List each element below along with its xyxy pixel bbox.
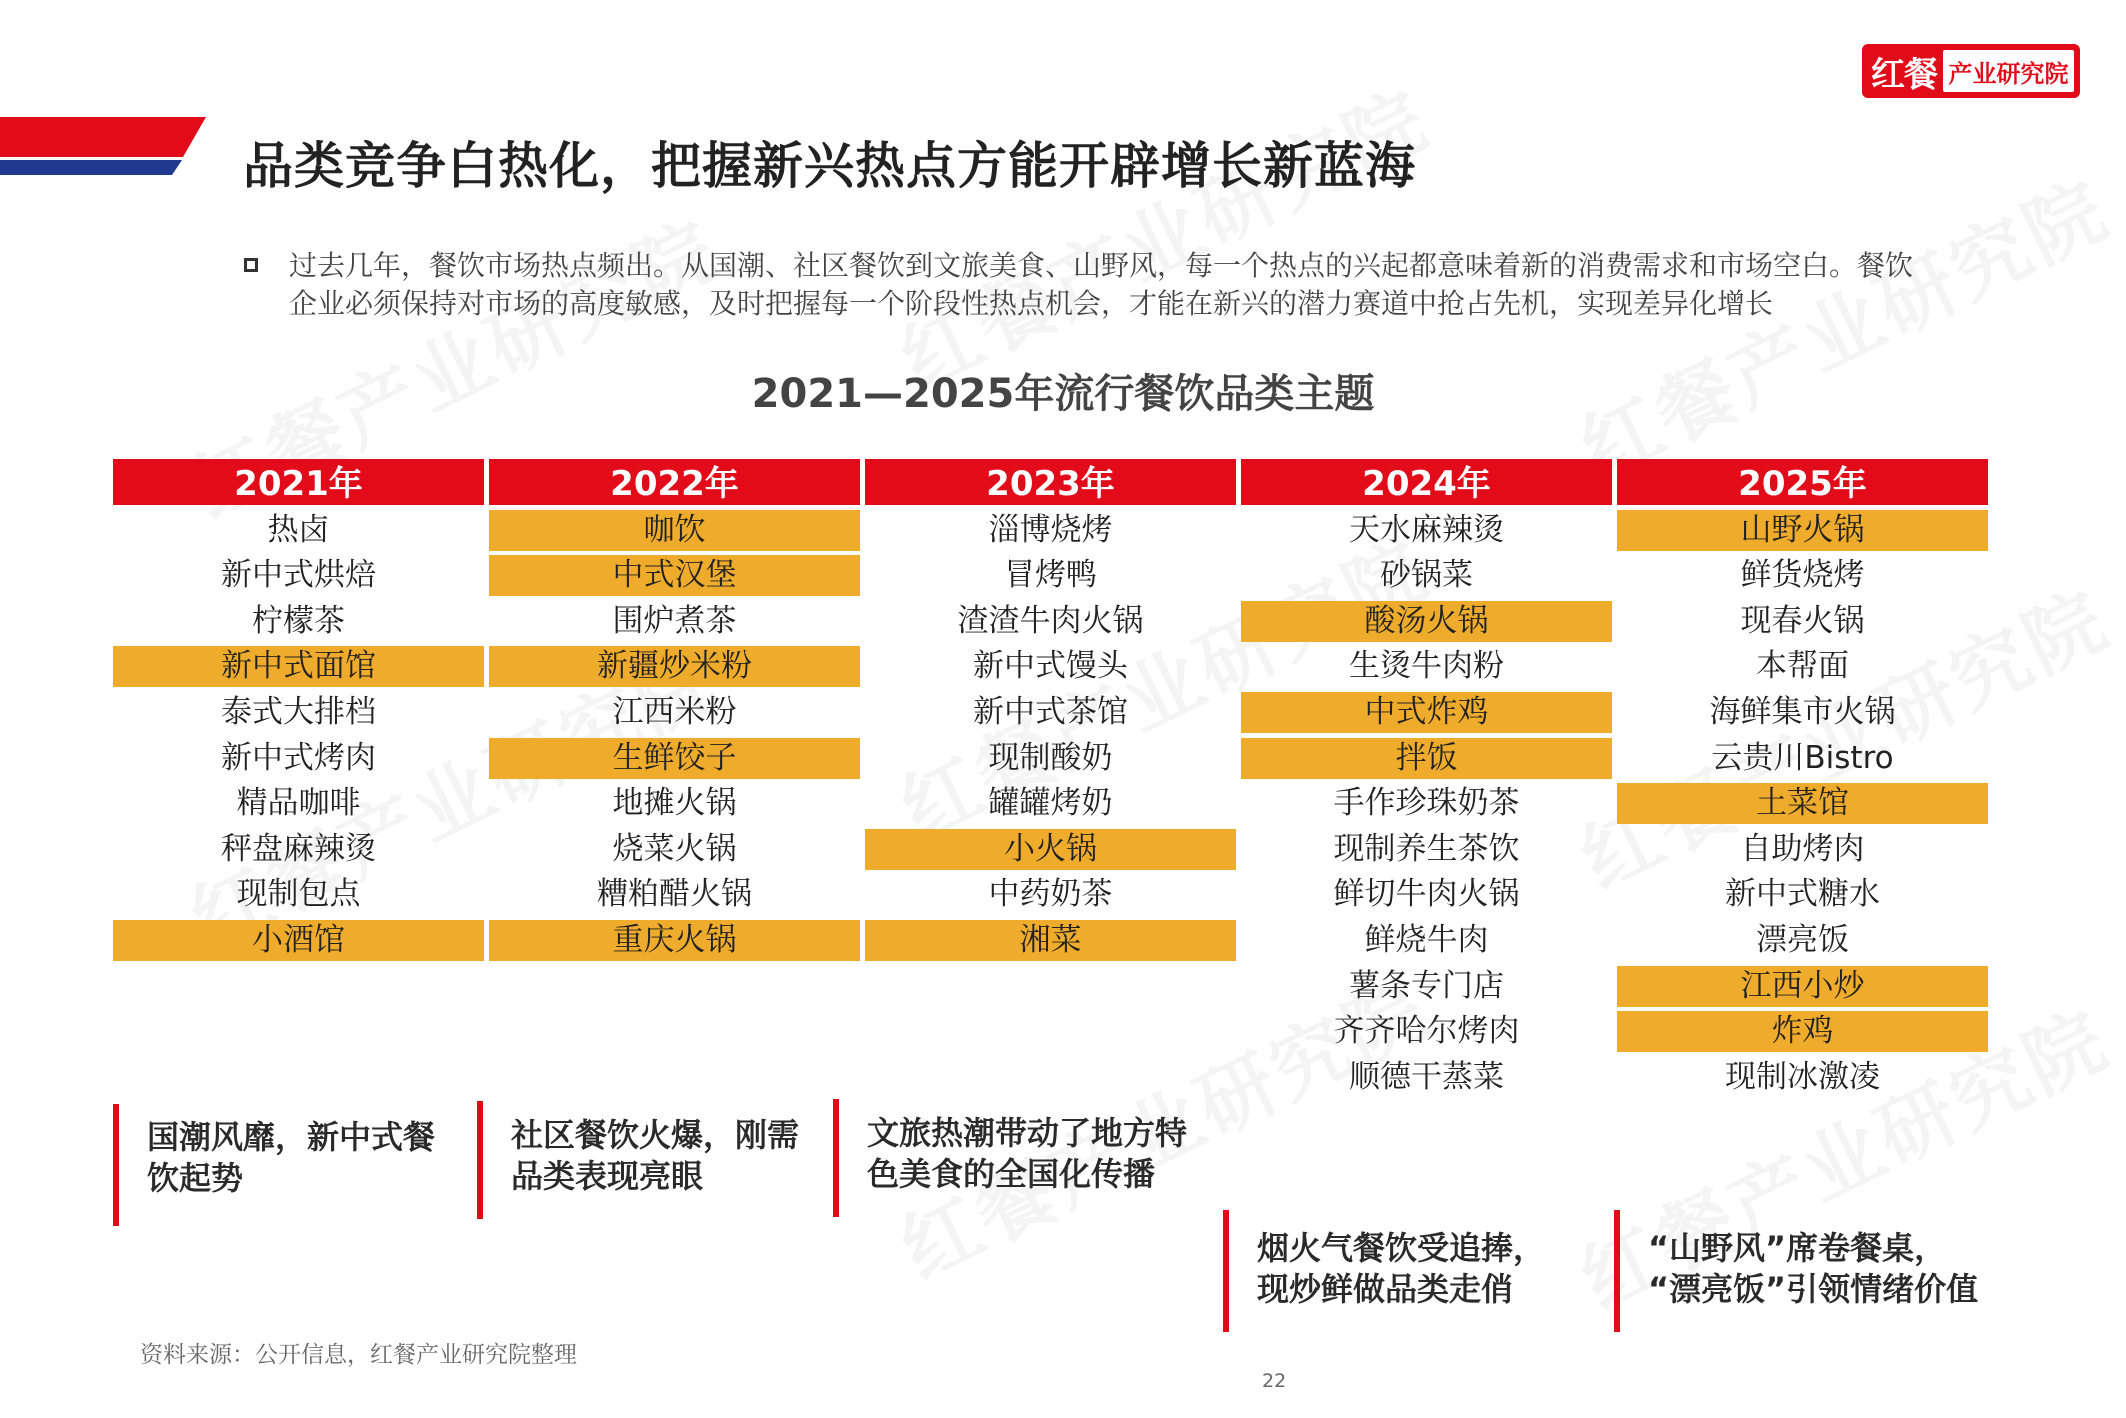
year-column bbox=[113, 459, 484, 961]
year-column bbox=[1617, 459, 1988, 1098]
category-cell: 天水麻辣烫 bbox=[1349, 511, 1504, 548]
note-line: 品类表现亮眼 bbox=[511, 1157, 704, 1195]
category-cell: 生烫牛肉粉 bbox=[1349, 648, 1504, 685]
category-cell-highlighted: 生鲜饺子 bbox=[489, 738, 860, 779]
category-cell: 顺德干蒸菜 bbox=[1349, 1058, 1504, 1095]
note-2025 bbox=[1614, 1210, 1978, 1332]
note-line: 现炒鲜做品类走俏 bbox=[1257, 1270, 1514, 1308]
page-number: 22 bbox=[1262, 1370, 1287, 1392]
year-header: 2024年 bbox=[1241, 459, 1612, 505]
category-cell: 鲜烧牛肉 bbox=[1364, 921, 1489, 958]
note-line: “漂亮饭”引领情绪价值 bbox=[1648, 1270, 1979, 1308]
category-cell: 罐罐烤奶 bbox=[988, 785, 1113, 822]
category-cell-highlighted: 小火锅 bbox=[865, 829, 1236, 870]
category-cell: 新中式馒头 bbox=[973, 648, 1128, 685]
category-cell: 淄博烧烤 bbox=[988, 511, 1113, 548]
category-cell: 秤盘麻辣烫 bbox=[221, 830, 376, 867]
category-cell-highlighted: 新疆炒米粉 bbox=[489, 646, 860, 687]
category-cell-highlighted: 中式炸鸡 bbox=[1241, 692, 1612, 733]
category-cell: 现制冰激凌 bbox=[1725, 1058, 1880, 1095]
note-line: 社区餐饮火爆，刚需 bbox=[511, 1116, 800, 1154]
square-bullet-icon bbox=[244, 258, 258, 272]
watermark bbox=[880, 58, 1445, 410]
category-cell: 冒烤鸭 bbox=[1004, 557, 1097, 594]
table-title: 2021—2025年流行餐饮品类主题 bbox=[751, 371, 1375, 417]
category-cell-highlighted: 拌饭 bbox=[1241, 738, 1612, 779]
category-cell: 现制酸奶 bbox=[988, 739, 1113, 776]
year-header: 2022年 bbox=[489, 459, 860, 505]
note-line: 饮起势 bbox=[147, 1159, 244, 1197]
page-title: 品类竞争白热化，把握新兴热点方能开辟增长新蓝海 bbox=[243, 137, 1416, 195]
year-column bbox=[1241, 459, 1612, 1098]
category-cell: 泰式大排档 bbox=[221, 693, 376, 730]
category-cell: 新中式烤肉 bbox=[221, 739, 376, 776]
note-2024 bbox=[1223, 1210, 1545, 1332]
category-cell: 烧菜火锅 bbox=[612, 830, 737, 867]
header-accent-bar bbox=[0, 117, 210, 175]
note-line: 文旅热潮带动了地方特 bbox=[867, 1114, 1188, 1152]
category-cell: 本帮面 bbox=[1756, 648, 1849, 685]
category-cell: 手作珍珠奶茶 bbox=[1333, 785, 1520, 822]
category-cell: 现制包点 bbox=[236, 876, 361, 913]
logo-mark: 红餐 bbox=[1871, 54, 1937, 95]
brand-logo bbox=[1862, 44, 2080, 98]
year-header: 2021年 bbox=[113, 459, 484, 505]
category-cell: 渣渣牛肉火锅 bbox=[957, 602, 1144, 639]
year-column bbox=[865, 459, 1236, 961]
category-cell-highlighted: 咖饮 bbox=[489, 510, 860, 551]
category-cell: 江西米粉 bbox=[612, 693, 737, 730]
category-cell-highlighted: 重庆火锅 bbox=[489, 920, 860, 961]
category-cell-highlighted: 山野火锅 bbox=[1617, 510, 1988, 551]
category-cell: 围炉煮茶 bbox=[612, 602, 737, 639]
category-cell: 新中式茶馆 bbox=[973, 693, 1128, 730]
category-cell: 自助烤肉 bbox=[1740, 830, 1865, 867]
category-cell: 热卤 bbox=[267, 511, 330, 548]
logo-text: 产业研究院 bbox=[1943, 50, 2074, 92]
source-note: 资料来源：公开信息，红餐产业研究院整理 bbox=[140, 1342, 577, 1368]
category-cell: 地摊火锅 bbox=[612, 785, 737, 822]
category-cell-highlighted: 炸鸡 bbox=[1617, 1011, 1988, 1052]
note-2022 bbox=[477, 1101, 799, 1219]
note-line: 烟火气餐饮受追捧， bbox=[1257, 1229, 1546, 1267]
category-cell-highlighted: 新中式面馆 bbox=[113, 646, 484, 687]
intro-paragraph: 过去几年，餐饮市场热点频出。从国潮、社区餐饮到文旅美食、山野风，每一个热点的兴起都意味着新的消费需求和市场空白。餐饮企业必须保持对市场的高度敏感，及时把握每一个阶段性热点机会，才能在新兴的潜力赛道中抢占先机，实现差异化增长 bbox=[289, 249, 1914, 320]
year-header: 2023年 bbox=[865, 459, 1236, 505]
category-cell-highlighted: 小酒馆 bbox=[113, 920, 484, 961]
note-line: “山野风”席卷餐桌， bbox=[1648, 1229, 1947, 1267]
category-cell: 新中式糖水 bbox=[1725, 876, 1880, 913]
category-cell: 现春火锅 bbox=[1740, 602, 1865, 639]
category-cell: 现制养生茶饮 bbox=[1333, 830, 1520, 867]
category-cell: 精品咖啡 bbox=[236, 785, 361, 822]
category-cell: 鲜货烧烤 bbox=[1740, 557, 1865, 594]
category-cell: 鲜切牛肉火锅 bbox=[1333, 876, 1520, 913]
category-cell: 新中式烘焙 bbox=[221, 557, 376, 594]
note-2023 bbox=[833, 1099, 1187, 1217]
category-cell-highlighted: 中式汉堡 bbox=[489, 555, 860, 596]
category-cell: 中药奶茶 bbox=[988, 876, 1113, 913]
category-cell-highlighted: 土菜馆 bbox=[1617, 783, 1988, 824]
category-cell: 糟粕醋火锅 bbox=[597, 876, 752, 913]
note-2021 bbox=[113, 1104, 435, 1226]
category-cell: 漂亮饭 bbox=[1756, 921, 1849, 958]
note-line: 色美食的全国化传播 bbox=[867, 1155, 1156, 1193]
year-column bbox=[489, 459, 860, 961]
category-cell: 柠檬茶 bbox=[252, 602, 345, 639]
category-cell: 云贵川Bistro bbox=[1711, 739, 1894, 776]
note-line: 国潮风靡，新中式餐 bbox=[147, 1118, 436, 1156]
category-cell: 齐齐哈尔烤肉 bbox=[1333, 1013, 1520, 1050]
category-cell: 薯条专门店 bbox=[1349, 967, 1504, 1004]
category-cell-highlighted: 酸汤火锅 bbox=[1241, 601, 1612, 642]
category-cell: 海鲜集市火锅 bbox=[1709, 693, 1896, 730]
watermark bbox=[1560, 148, 2125, 500]
category-cell: 砂锅菜 bbox=[1380, 557, 1473, 594]
year-header: 2025年 bbox=[1617, 459, 1988, 505]
category-cell-highlighted: 湘菜 bbox=[865, 920, 1236, 961]
category-cell-highlighted: 江西小炒 bbox=[1617, 966, 1988, 1007]
